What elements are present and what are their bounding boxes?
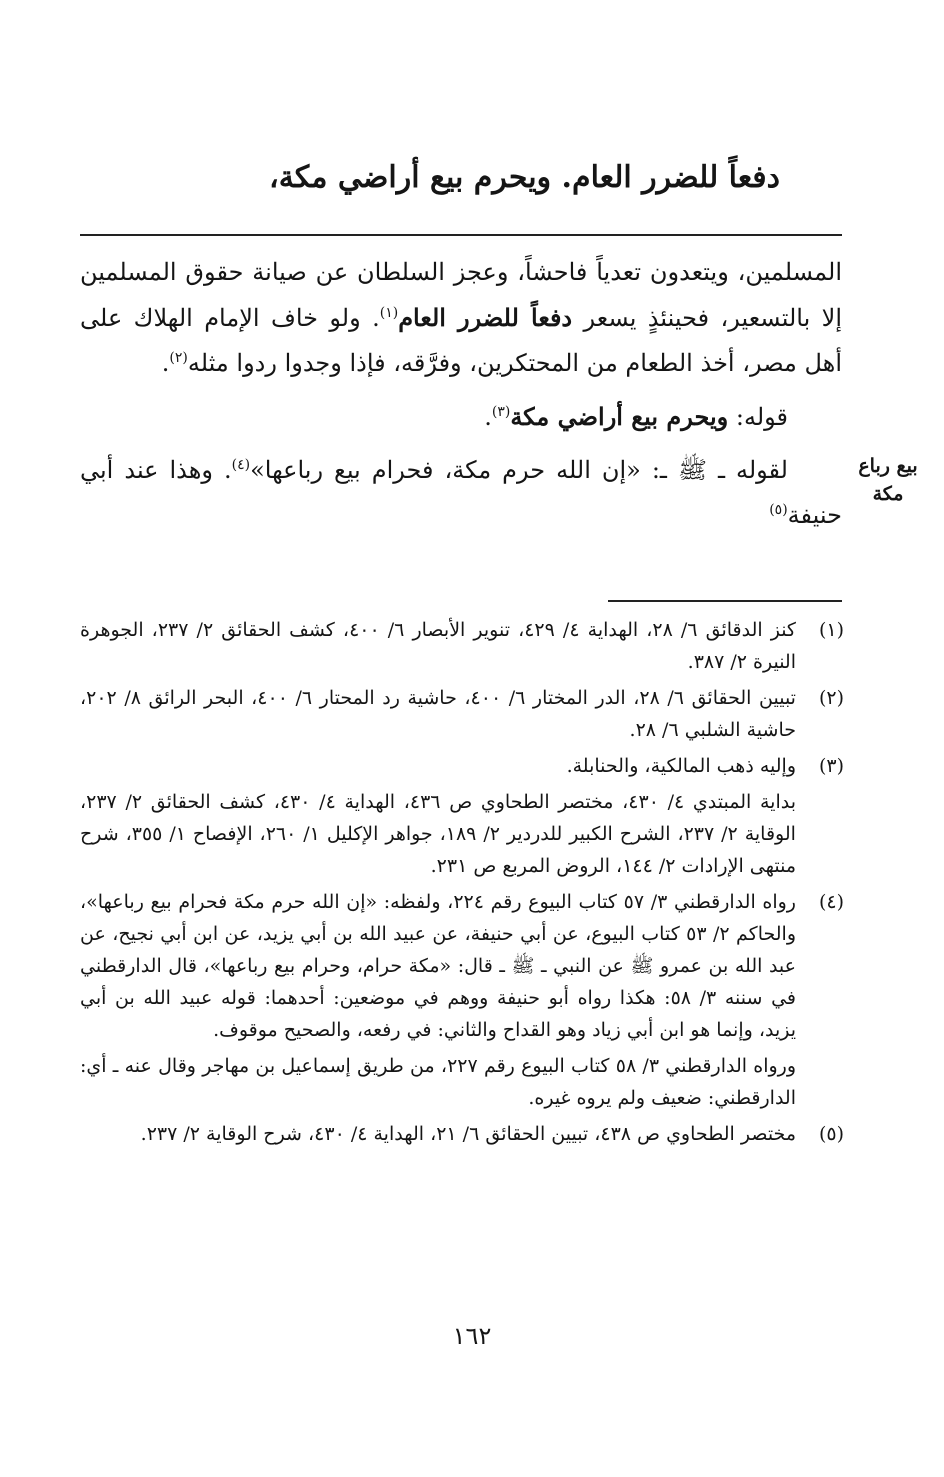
footnote-number: (٢)	[818, 687, 844, 709]
running-header: دفعاً للضرر العام. ويحرم بيع أراضي مكة،	[269, 160, 780, 195]
footnote-ref-4[interactable]: (٤)	[231, 457, 251, 473]
p2-end: .	[484, 403, 492, 431]
footnote-3	[80, 750, 844, 782]
footnote-text: مختصر الطحاوي ص ٤٣٨، تبيين الحقائق ٦/ ٢١، الهداية ٤/ ٤٣٠، شرح الوقاية ٢/ ٢٣٧.	[140, 1123, 796, 1145]
footnote-1	[80, 614, 844, 678]
footnote-ref-1[interactable]: (١)	[379, 305, 399, 321]
footnote-divider	[608, 600, 842, 602]
p1-text-a: المسلمين، ويتعدون تعدياً فاحشاً، وعجز السلطان عن صيانة حقوق المسلمين إلا بالتسعير، فحينئذٍ يسعر	[80, 258, 842, 332]
footnote-2	[80, 682, 844, 746]
footnote-5	[80, 1118, 844, 1150]
p2-prefix: قوله:	[728, 403, 788, 431]
paragraph-3	[80, 448, 842, 538]
footnote-text: تبيين الحقائق ٦/ ٢٨، الدر المختار ٦/ ٤٠٠، حاشية رد المحتار ٦/ ٤٠٠، البحر الرائق ٨/ ٢٠٢، حاشية الشلبي ٦/ ٢٨.	[80, 687, 796, 741]
footnotes	[80, 614, 844, 1154]
paragraph-2	[80, 394, 842, 440]
p3-text-b: . وهذا عند أبي حنيفة	[80, 456, 842, 529]
margin-note-line-2: مكة	[872, 483, 904, 505]
paragraph-1	[80, 250, 842, 386]
footnote-number: (٥)	[818, 1123, 844, 1145]
footnote-ref-3[interactable]: (٣)	[491, 404, 511, 420]
margin-note-line-1: بيع رباع	[858, 455, 918, 477]
p1-bold: دفعاً للضرر العام	[398, 303, 573, 332]
header-divider	[80, 234, 842, 236]
p2-bold: ويحرم بيع أراضي مكة	[510, 402, 729, 431]
main-text	[80, 250, 842, 538]
footnote-number: (٤)	[818, 891, 844, 913]
margin-note	[858, 452, 918, 508]
footnote-number: (١)	[818, 619, 844, 641]
footnote-4-continuation: ورواه الدارقطني ٣/ ٥٨ كتاب البيوع رقم ٢٢٧، من طريق إسماعيل بن مهاجر وقال عنه ـ أي: الدارقطني: ضعيف ولم يروه غيره.	[80, 1055, 797, 1109]
footnote-number: (٣)	[818, 755, 844, 777]
footnote-3-continuation: بداية المبتدي ٤/ ٤٣٠، مختصر الطحاوي ص ٤٣٦، الهداية ٤/ ٤٣٠، كشف الحقائق ٢/ ٢٣٧، الوقاية ٢/ ٢٣٧، الشرح الكبير للدردير ٢/ ١٨٩، جواهر الإكليل ١/ ٢٦٠، الإفصاح ١/ ٣٥٥، شرح منتهى الإرادات ٢/ ١٤٤، الروض المربع ص ٢٣١.	[80, 791, 797, 877]
p3-text-a: لقوله ـ ﷺ ـ: «إن الله حرم مكة، فحرام بيع رباعها»	[250, 456, 788, 484]
footnote-4	[80, 886, 844, 1046]
page-number: ١٦٢	[452, 1322, 492, 1350]
footnote-text: وإليه ذهب المالكية، والحنابلة.	[566, 755, 796, 777]
p1-end: .	[161, 349, 170, 377]
p1-text-b: . ولو خاف الإمام الهلاك على أهل مصر، أخذ الطعام من المحتكرين، وفرَّقه، فإذا وجدوا ردوا مثله	[80, 304, 842, 377]
footnote-text: رواه الدارقطني ٣/ ٥٧ كتاب البيوع رقم ٢٢٤، ولفظه: «إن الله حرم مكة فحرام بيع رباعها»، والحاكم ٢/ ٥٣ كتاب البيوع، عن أبي حنيفة، عن عبيد الله بن أبي يزيد، عن ابن أبي نجيح، عن عبد الله بن عمرو ﷺ عن النبي ـ ﷺ ـ قال: «مكة حرام، وحرام بيع رباعها»، قال الدارقطني في سننه ٣/ ٥٨: هكذا رواه أبو حنيفة ووهم في موضعين: أحدهما: قوله عبيد الله بن أبي يزيد، وإنما هو ابن أبي زياد وهو القداح والثاني: في رفعه، والصحيح موقوف.	[80, 891, 796, 1041]
footnote-ref-2[interactable]: (٢)	[169, 350, 188, 366]
footnote-text: كنز الدقائق ٦/ ٢٨، الهداية ٤/ ٤٢٩، تنوير الأبصار ٦/ ٤٠٠، كشف الحقائق ٢/ ٢٣٧، الجوهرة النيرة ٢/ ٣٨٧.	[80, 619, 796, 673]
footnote-ref-5[interactable]: (٥)	[769, 502, 788, 518]
